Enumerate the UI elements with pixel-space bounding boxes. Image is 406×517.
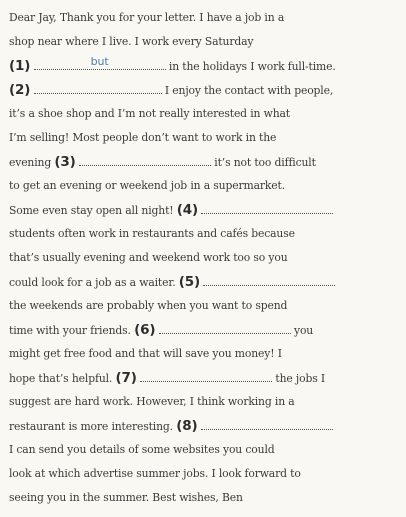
line-10	[9, 222, 404, 246]
letter-text	[9, 6, 404, 510]
line-3	[9, 54, 404, 78]
line-18	[9, 414, 404, 438]
line-21	[9, 486, 404, 510]
text-line: could look for a job as a waiter.	[9, 276, 176, 289]
gap-4-blank[interactable]	[201, 200, 333, 214]
gap-5-blank[interactable]	[203, 272, 335, 286]
text-line: the jobs I	[275, 372, 326, 385]
line-6	[9, 126, 404, 150]
text-line: I enjoy the contact with people,	[164, 84, 334, 97]
line-9	[9, 198, 404, 222]
text-line: might get free food and that will save you money! I	[9, 347, 282, 360]
text-line: it’s not too difficult	[214, 156, 316, 169]
gap-number-5: (5)	[178, 274, 201, 290]
gap-number-2: (2)	[9, 82, 31, 98]
text-line: to get an evening or weekend job in a supermarket.	[9, 179, 285, 192]
gap-number-4: (4)	[176, 202, 199, 218]
text-line: look at which advertise summer jobs. I look forward to	[9, 467, 301, 480]
line-7	[9, 150, 404, 174]
closing-text: seeing you in the summer. Best wishes, Ben	[9, 491, 243, 504]
text-line: Some even stay open all night!	[9, 204, 174, 217]
line-16	[9, 366, 404, 390]
gap-2-blank[interactable]	[34, 80, 162, 94]
line-15	[9, 342, 404, 366]
line-20	[9, 462, 404, 486]
text-line: I’m selling! Most people don’t want to work in the	[9, 131, 277, 144]
line-17	[9, 390, 404, 414]
text-line: the weekends are probably when you want to spend	[9, 299, 288, 312]
text-line: that’s usually evening and weekend work too so you	[9, 251, 288, 264]
gap-1-blank[interactable]	[34, 56, 166, 70]
text-line: suggest are hard work. However, I think working in a	[9, 395, 295, 408]
gap-7-blank[interactable]	[140, 368, 272, 382]
text-line: shop near where I live. I work every Saturday	[9, 35, 254, 48]
text-line: students often work in restaurants and cafés because	[9, 227, 295, 240]
example-answer: but	[90, 55, 109, 68]
line-12	[9, 270, 404, 294]
greeting-text: Dear Jay, Thank you for your letter. I have a job in a	[9, 11, 285, 24]
text-line: time with your friends.	[9, 324, 131, 337]
gap-number-6: (6)	[134, 322, 156, 338]
text-line: in the holidays I work full-time.	[168, 60, 336, 73]
gap-3-blank[interactable]	[79, 152, 211, 166]
line-1	[9, 6, 404, 30]
line-14	[9, 318, 404, 342]
line-4	[9, 78, 404, 102]
text-line: restaurant is more interesting.	[9, 420, 173, 433]
text-line: hope that’s helpful.	[9, 372, 113, 385]
line-8	[9, 174, 404, 198]
gap-6-blank[interactable]	[159, 320, 291, 334]
text-line: it’s a shoe shop and I’m not really interested in what	[9, 107, 290, 120]
gap-number-3: (3)	[54, 154, 76, 170]
text-line: evening	[9, 156, 52, 169]
text-line: I can send you details of some websites you could	[9, 443, 275, 456]
text-line: you	[294, 324, 314, 337]
line-5	[9, 102, 404, 126]
gap-8-blank[interactable]	[201, 416, 333, 430]
gap-number-7: (7)	[115, 370, 137, 386]
line-19	[9, 438, 404, 462]
gap-number-8: (8)	[176, 418, 198, 434]
line-13	[9, 294, 404, 318]
gap-number-1: (1)	[9, 58, 31, 74]
line-11	[9, 246, 404, 270]
